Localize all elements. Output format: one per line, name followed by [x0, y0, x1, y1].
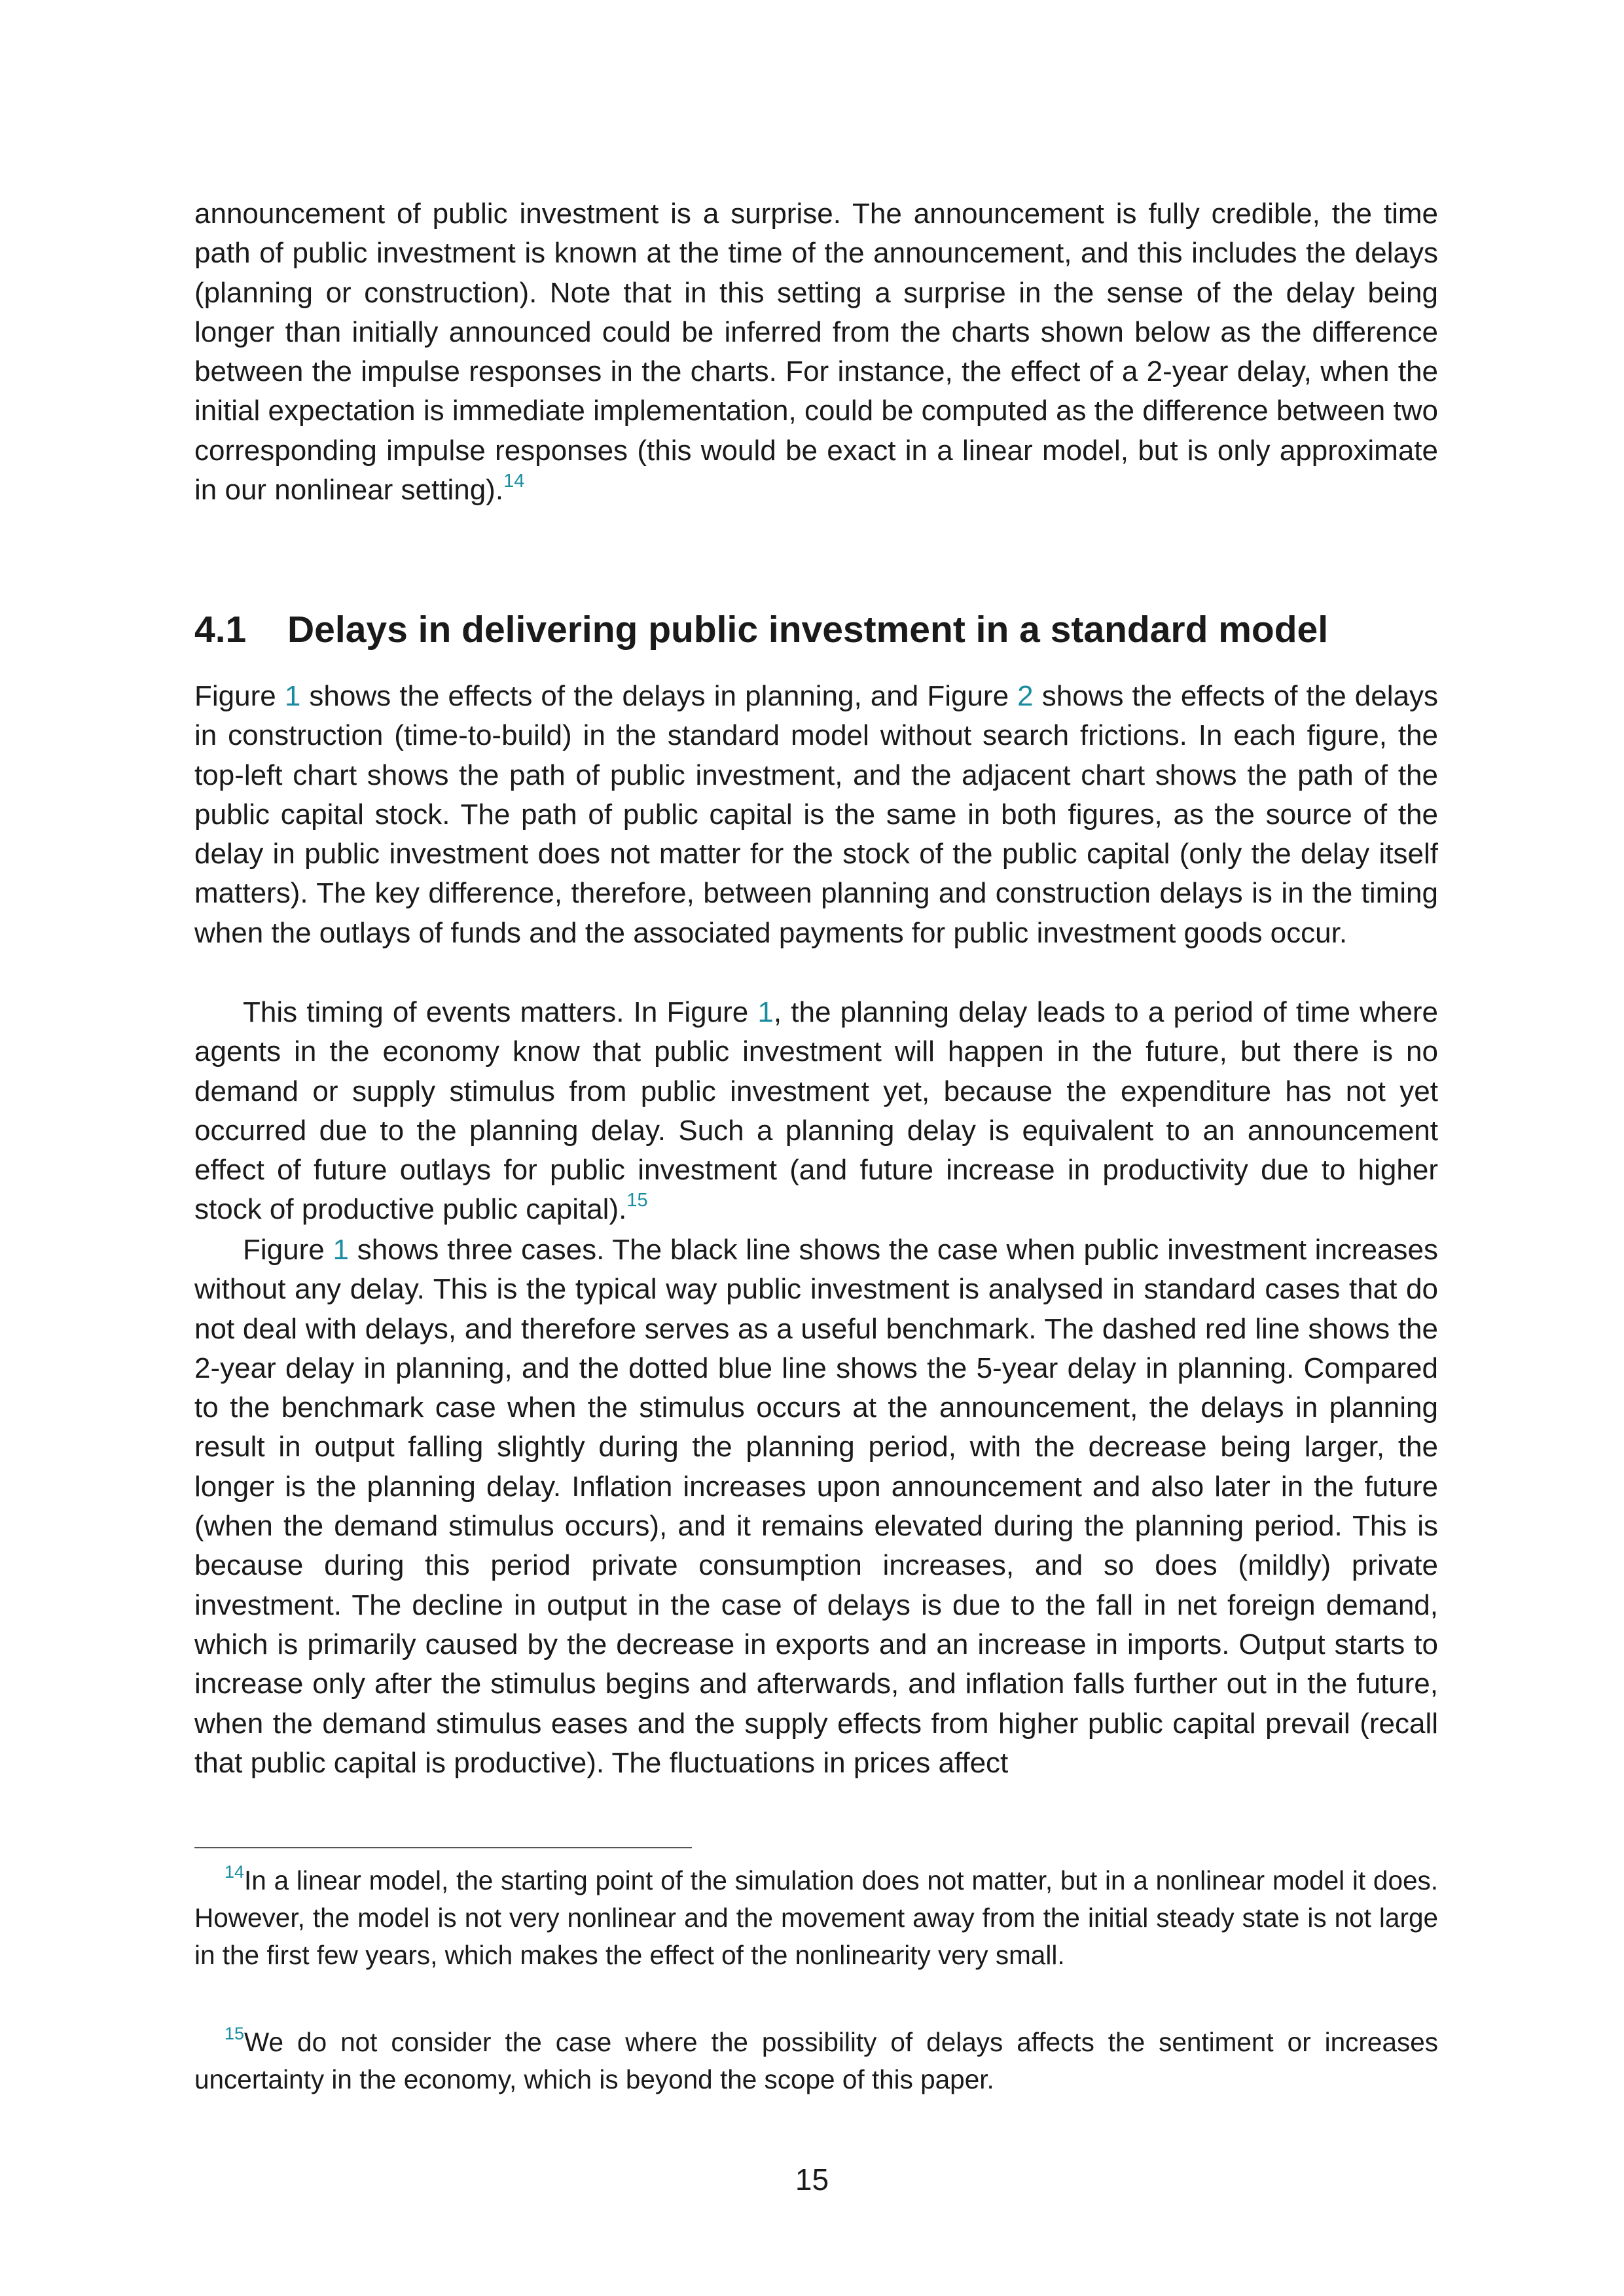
footnote-ref-14[interactable]: 14: [503, 471, 525, 492]
footnote-14: [194, 1862, 1438, 1974]
page-number: 15: [795, 2162, 829, 2197]
intro-paragraph: [194, 194, 1438, 510]
paragraph-2: [194, 993, 1438, 1230]
paragraph-3: [194, 1230, 1438, 1783]
section-title: Delays in delivering public investment in a standard model: [287, 609, 1329, 651]
footnote-15-text: We do not consider the case where the possibility of delays affects the sentiment or increases uncertainty in the economy, which is beyond the scope of this paper.: [194, 2027, 1438, 2094]
paragraph-1-text-b: shows the effects of the delays in planning, and Figure: [300, 680, 1018, 712]
figure-1-link[interactable]: 1: [757, 996, 774, 1028]
paragraph-1-text-c: shows the effects of the delays in construction (time-to-build) in the standard model without search frictions. In each figure, the top-left chart shows the path of public investment, and the adjacent chart shows the path of the public capital stock. The path of public capital is the same in both figures, as the source of the delay in public investment does not matter for the stock of the public capital (only the delay itself matters). The key difference, therefore, between planning and construction delays is in the timing when the outlays of funds and the associated payments for public investment goods occur.: [194, 680, 1438, 949]
intro-paragraph-text: announcement of public investment is a surprise. The announcement is fully credible, the time path of public investment is known at the time of the announcement, and this includes the delays (planning or construction). Note that in this setting a surprise in the sense of the delay being longer than initially announced could be inferred from the charts shown below as the difference between the impulse responses in the charts. For instance, the effect of a 2-year delay, when the initial expectation is immediate implementation, could be computed as the difference between two corresponding impulse responses (this would be exact in a linear model, but is only approximate in our nonlinear setting).: [194, 198, 1438, 507]
footnote-14-text: In a linear model, the starting point of the simulation does not matter, but in a nonlinear model it does. However, the model is not very nonlinear and the movement away from the initial steady state is not large in the first few years, which makes the effect of the nonlinearity very small.: [194, 1865, 1438, 1970]
section-heading: [194, 607, 1438, 653]
paragraph-3-text-a: Figure: [243, 1234, 333, 1266]
section-number: 4.1: [194, 609, 247, 651]
footnote-ref-15[interactable]: 15: [626, 1190, 648, 1211]
paragraph-1-text-a: Figure: [194, 680, 285, 712]
paragraph-1: [194, 677, 1438, 953]
figure-1-link[interactable]: 1: [333, 1234, 349, 1266]
figure-2-link[interactable]: 2: [1017, 680, 1034, 712]
footnote-14-number: 14: [225, 1862, 245, 1882]
footnote-divider: [194, 1847, 692, 1848]
figure-1-link[interactable]: 1: [284, 680, 301, 712]
footnote-15-number: 15: [225, 2024, 245, 2043]
paragraph-2-text-a: This timing of events matters. In Figure: [243, 996, 758, 1028]
paragraph-3-text-b: shows three cases. The black line shows the case when public investment increases without any delay. This is the typical way public investment is analysed in standard cases that do not deal with delays, and therefore serves as a useful benchmark. The dashed red line shows the 2-year delay in planning, and the dotted blue line shows the 5-year delay in planning. Compared to the benchmark case when the stimulus occurs at the announcement, the delays in planning result in output falling slightly during the planning period, with the decrease being larger, the longer is the planning delay. Inflation increases upon announcement and also later in the future (when the demand stimulus occurs), and it remains elevated during the planning period. This is because during this period private consumption increases, and so does (mildly) private investment. The decline in output in the case of delays is due to the fall in net foreign demand, which is primarily caused by the decrease in exports and an increase in imports. Output starts to increase only after the stimulus begins and afterwards, and inflation falls further out in the future, when the demand stimulus eases and the supply effects from higher public capital prevail (recall that public capital is productive). The fluctuations in prices affect: [194, 1234, 1438, 1779]
footnote-15: [194, 2024, 1438, 2098]
paragraph-2-text-b: , the planning delay leads to a period of time where agents in the economy know that public investment will happen in the future, but there is no demand or supply stimulus from public investment yet, because the expenditure has not yet occurred due to the planning delay. Such a planning delay is equivalent to an announcement effect of future outlays for public investment (and future increase in productivity due to higher stock of productive public capital).: [194, 996, 1438, 1226]
